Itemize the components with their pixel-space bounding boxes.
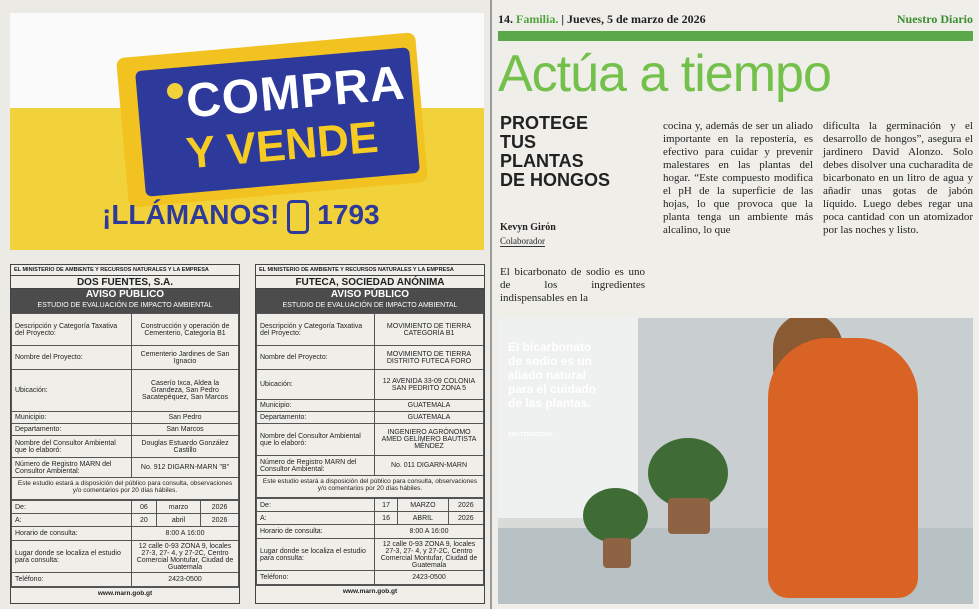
notice-note: Este estudio estará a disposición del público para consulta, observaciones y/o comentarios por 20 días hábiles. bbox=[11, 478, 239, 500]
classified-ad bbox=[10, 13, 484, 250]
public-notice-2 bbox=[255, 264, 485, 604]
row-label: Departamento: bbox=[12, 424, 132, 436]
hours-label: Horario de consulta: bbox=[12, 527, 132, 541]
row-value: Cementerio Jardines de San Ignacio bbox=[132, 346, 239, 370]
notice-ministry: EL MINISTERIO DE AMBIENTE Y RECURSOS NATURALES Y LA EMPRESA bbox=[256, 265, 484, 276]
row-label: Ubicación: bbox=[12, 370, 132, 412]
from-month: MARZO bbox=[398, 499, 449, 512]
row-label: Municipio: bbox=[12, 412, 132, 424]
from-year: 2026 bbox=[201, 501, 239, 514]
notice-website[interactable]: www.marn.gob.gt bbox=[11, 587, 239, 599]
row-label: Nombre del Consultor Ambiental que lo elaboró: bbox=[257, 424, 375, 456]
person-figure bbox=[768, 338, 918, 598]
article-photo bbox=[498, 318, 973, 604]
author: Kevyn Girón bbox=[500, 222, 556, 233]
row-value: 12 AVENIDA 33-09 COLONIA SAN PEDRITO ZONA 5 bbox=[375, 370, 484, 400]
from-day: 17 bbox=[375, 499, 398, 512]
row-label: Ubicación: bbox=[257, 370, 375, 400]
row-value: Douglas Estuardo González Castillo bbox=[132, 436, 239, 458]
notice-subtitle: ESTUDIO DE EVALUACIÓN DE IMPACTO AMBIENTAL bbox=[37, 302, 213, 309]
ad-line1: COMPRA bbox=[184, 56, 408, 129]
place-value: 12 calle 0-93 ZONA 9, locales 27-3, 27- 4, y 27-2C, Centro Comercial Montufar, Ciudad de Guatemala bbox=[375, 539, 484, 571]
row-value: GUATEMALA bbox=[375, 412, 484, 424]
notice-table bbox=[256, 313, 484, 476]
phone-value: 2423-0500 bbox=[375, 571, 484, 585]
section-bar bbox=[498, 31, 973, 41]
photo-credit: SHUTTERSTOCK bbox=[508, 432, 554, 438]
notice-subtitle: ESTUDIO DE EVALUACIÓN DE IMPACTO AMBIENTAL bbox=[282, 302, 458, 309]
row-label: Número de Registro MARN del Consultor Ambiental: bbox=[257, 456, 375, 476]
row-label: Departamento: bbox=[257, 412, 375, 424]
tag-hole bbox=[167, 83, 183, 99]
place-value: 12 calle 0-93 ZONA 9, locales 27-3, 27- 4, y 27-2C, Centro Comercial Montufar, Ciudad de Guatemala bbox=[132, 541, 239, 573]
place-label: Lugar donde se localiza el estudio para consulta: bbox=[257, 539, 375, 571]
phone-icon bbox=[287, 200, 309, 234]
row-label: Municipio: bbox=[257, 400, 375, 412]
row-value: Construcción y operación de Cementerio, Categoría B1 bbox=[132, 314, 239, 346]
phone-label: Teléfono: bbox=[12, 573, 132, 587]
row-label: Descripción y Categoría Taxativa del Proyecto: bbox=[257, 314, 375, 346]
row-label: Nombre del Proyecto: bbox=[12, 346, 132, 370]
notice-ministry: EL MINISTERIO DE AMBIENTE Y RECURSOS NATURALES Y LA EMPRESA bbox=[11, 265, 239, 276]
notice-header bbox=[256, 289, 484, 313]
row-value: San Marcos bbox=[132, 424, 239, 436]
notice-title: AVISO PÚBLICO bbox=[85, 289, 165, 300]
headline: Actúa a tiempo bbox=[498, 45, 831, 103]
from-label: De: bbox=[12, 501, 132, 514]
row-label: Nombre del Proyecto: bbox=[257, 346, 375, 370]
to-label: A: bbox=[12, 514, 132, 527]
page-number: 14. bbox=[498, 12, 513, 26]
to-month: abril bbox=[156, 514, 200, 527]
phone-label: Teléfono: bbox=[257, 571, 375, 585]
ad-line2: Y VENDE bbox=[184, 112, 381, 179]
dates-table bbox=[256, 498, 484, 585]
newspaper-brand: Nuestro Diario bbox=[896, 12, 973, 26]
notice-header bbox=[11, 289, 239, 313]
from-year: 2026 bbox=[448, 499, 483, 512]
photo-caption: El bicarbonato de sodio es un aliado natural para el cuidado de las plantas. bbox=[508, 340, 597, 410]
hours-value: 8:00 A 16:00 bbox=[132, 527, 239, 541]
plant-icon bbox=[583, 488, 648, 543]
notice-title: AVISO PÚBLICO bbox=[330, 289, 410, 300]
column-1: El bicarbonato de sodio es uno de los ingredientes indispensables en la bbox=[500, 266, 645, 304]
row-value: San Pedro bbox=[132, 412, 239, 424]
hours-label: Horario de consulta: bbox=[257, 525, 375, 539]
ad-number: 1793 bbox=[317, 199, 380, 230]
public-notice-1 bbox=[10, 264, 240, 604]
from-day: 06 bbox=[132, 501, 157, 514]
row-label: Nombre del Consultor Ambiental que lo elaboró: bbox=[12, 436, 132, 458]
author-role: Colaborador bbox=[500, 236, 545, 246]
row-value: MOVIMIENTO DE TIERRA CATEGORÍA B1 bbox=[375, 314, 484, 346]
notice-company: FUTECA, SOCIEDAD ANÓNIMA bbox=[256, 276, 484, 289]
notice-table bbox=[11, 313, 239, 478]
row-label: Descripción y Categoría Taxativa del Proyecto: bbox=[12, 314, 132, 346]
ad-call-line bbox=[102, 199, 380, 234]
page-header bbox=[498, 12, 973, 28]
pot-icon bbox=[668, 498, 710, 534]
to-month: ABRIL bbox=[398, 512, 449, 525]
right-page bbox=[492, 0, 979, 609]
from-month: marzo bbox=[156, 501, 200, 514]
issue-date: | Jueves, 5 de marzo de 2026 bbox=[561, 12, 706, 26]
place-label: Lugar donde se localiza el estudio para consulta: bbox=[12, 541, 132, 573]
row-value: GUATEMALA bbox=[375, 400, 484, 412]
row-value: No. 011 DIGARN-MARN bbox=[375, 456, 484, 476]
kicker: PROTEGE TUS PLANTAS DE HONGOS bbox=[500, 113, 611, 190]
notice-company: DOS FUENTES, S.A. bbox=[11, 276, 239, 289]
phone-value: 2423-0500 bbox=[132, 573, 239, 587]
notice-note: Este estudio estará a disposición del público para consulta, observaciones y/o comentarios por 20 días hábiles. bbox=[256, 476, 484, 498]
row-value: No. 912 DIGARN-MARN "B" bbox=[132, 458, 239, 478]
to-year: 2026 bbox=[201, 514, 239, 527]
row-value: MOVIMIENTO DE TIERRA DISTRITO FUTECA FORO bbox=[375, 346, 484, 370]
to-label: A: bbox=[257, 512, 375, 525]
dates-table bbox=[11, 500, 239, 587]
notice-website[interactable]: www.marn.gob.gt bbox=[256, 585, 484, 597]
to-day: 16 bbox=[375, 512, 398, 525]
row-value: Caserío Ixca, Aldea la Grandeza, San Pedro Sacatepéquez, San Marcos bbox=[132, 370, 239, 412]
row-label: Número de Registro MARN del Consultor Ambiental: bbox=[12, 458, 132, 478]
from-label: De: bbox=[257, 499, 375, 512]
pot-icon bbox=[603, 538, 631, 568]
to-year: 2026 bbox=[448, 512, 483, 525]
row-value: INGENIERO AGRÓNOMO AMED GELÍMERO BAUTISTA MÉNDEZ bbox=[375, 424, 484, 456]
column-3: dificulta la germinación y el desarrollo de hongos”, asegura el jardinero David Alonzo. Solo debes disolver una cucharadita de bicarbonato en un litro de agua y añadir unas gotas de jabón líquido. Luego debes regar una poca cantidad con un atomizador por las noches y listo. bbox=[823, 120, 973, 236]
ad-call-text: ¡LLÁMANOS! bbox=[102, 199, 280, 230]
to-day: 20 bbox=[132, 514, 157, 527]
section-name: Familia. bbox=[516, 12, 559, 26]
hours-value: 8:00 A 16:00 bbox=[375, 525, 484, 539]
column-2: cocina y, además de ser un aliado importante en la repostería, es efectivo para cuidar y prevenir malestares en las plantas del hogar. “Este compuesto modifica el pH de la superficie de las hojas, lo que provoca que la planta tenga un ambiente más alcalino, lo que bbox=[663, 120, 813, 236]
